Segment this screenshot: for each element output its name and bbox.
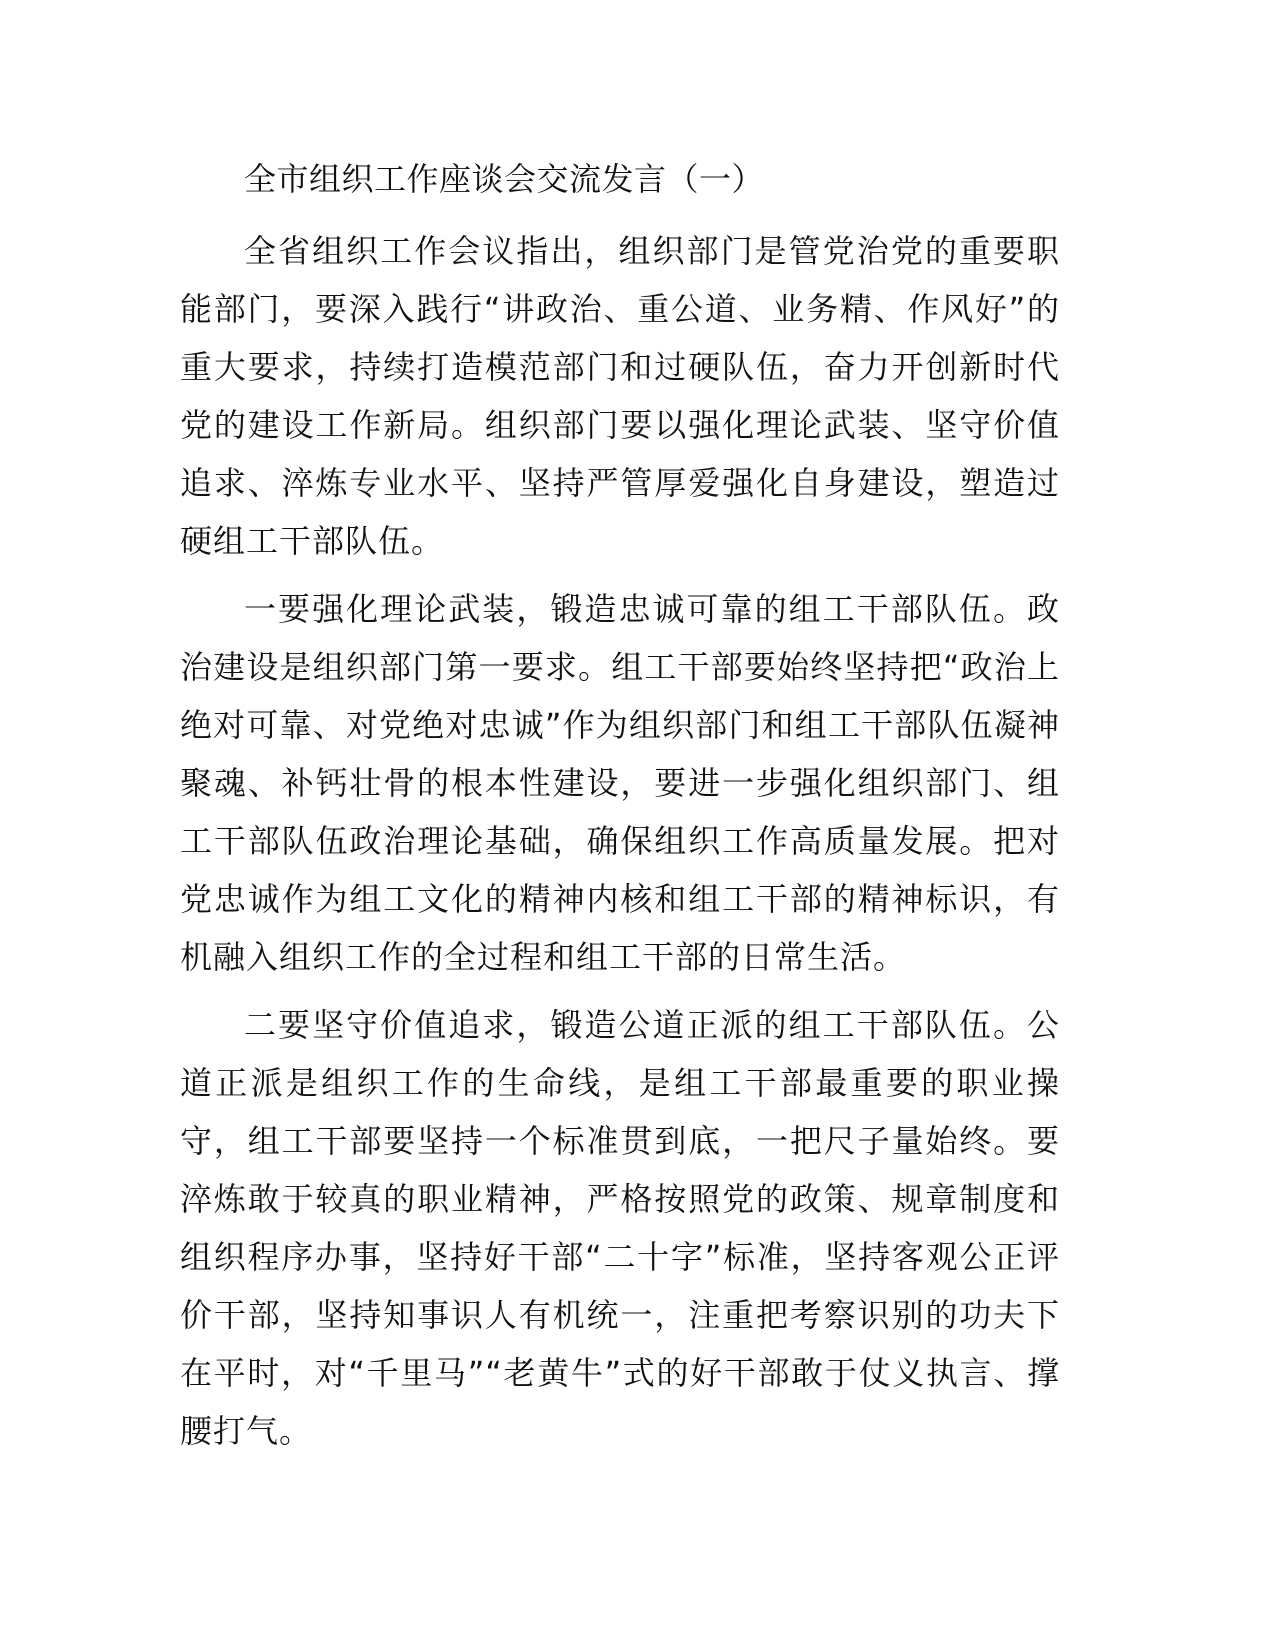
document-title: 全市组织工作座谈会交流发言（一） <box>244 160 765 198</box>
paragraph-intro: 全省组织工作会议指出，组织部门是管党治党的重要职能部门，要深入践行“讲政治、重公道、业务精、作风好”的重大要求，持续打造模范部门和过硬队伍，奋力开创新时代党的建设工作新局。组织部门要以强化理论武装、坚守价值追求、淬炼专业水平、坚持严管厚爱强化自身建设，塑造过硬组工干部队伍。 <box>180 232 1060 560</box>
paragraph-values: 二要坚守价值追求，锻造公道正派的组工干部队伍。公道正派是组织工作的生命线，是组工干部最重要的职业操守，组工干部要坚持一个标准贯到底，一把尺子量始终。要淬炼敢于较真的职业精神，严格按照党的政策、规章制度和组织程序办事，坚持好干部“二十字”标准，坚持客观公正评价干部，坚持知事识人有机统一，注重把考察识别的功夫下在平时，对“千里马”“老黄牛”式的好干部敢于仗义执言、撑腰打气。 <box>180 1006 1060 1450</box>
paragraph-theory: 一要强化理论武装，锻造忠诚可靠的组工干部队伍。政治建设是组织部门第一要求。组工干部要始终坚持把“政治上绝对可靠、对党绝对忠诚”作为组织部门和组工干部队伍凝神聚魂、补钙壮骨的根本性建设，要进一步强化组织部门、组工干部队伍政治理论基础，确保组织工作高质量发展。把对党忠诚作为组工文化的精神内核和组工干部的精神标识，有机融入组织工作的全过程和组工干部的日常生活。 <box>180 590 1060 976</box>
document-body <box>180 150 1060 1470</box>
